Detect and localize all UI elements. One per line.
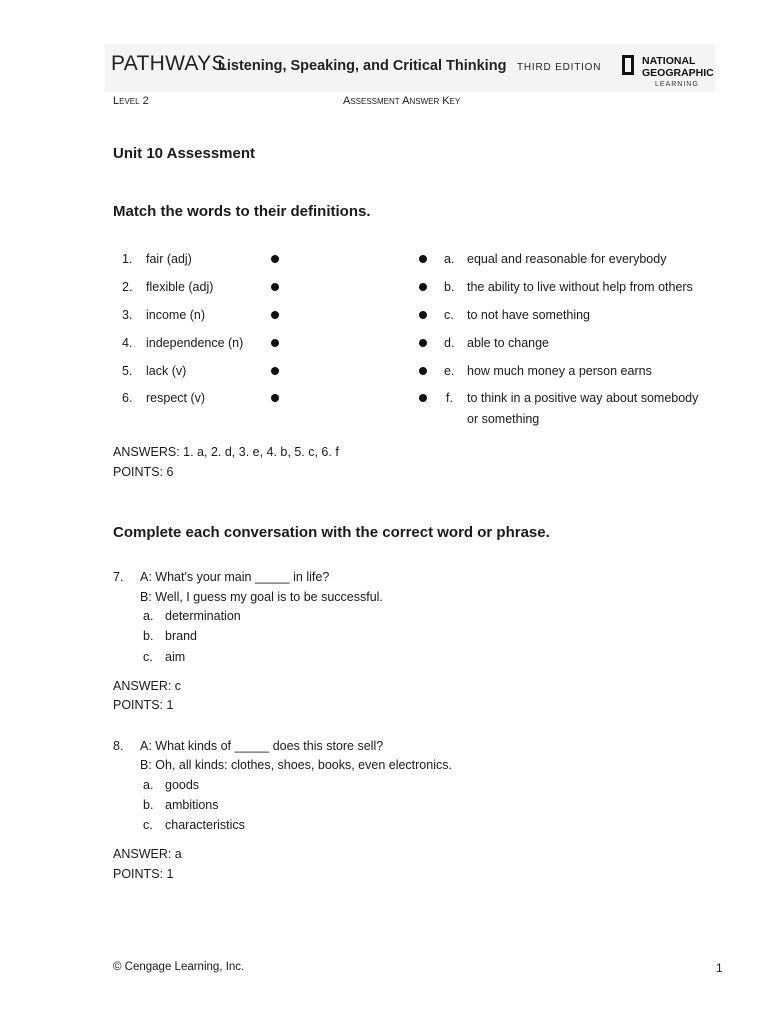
question-line-a: A: What kinds of _____ does this store sell? [140, 739, 384, 753]
match-dot-left [271, 367, 279, 375]
option-letter: b. [143, 798, 154, 812]
conversation-heading: Complete each conversation with the correct word or phrase. [113, 524, 550, 541]
option-letter: a. [143, 609, 154, 623]
page-number: 1 [716, 961, 723, 975]
word-number: 5. [122, 364, 133, 378]
match-answers: ANSWERS: 1. a, 2. d, 3. e, 4. b, 5. c, 6. f [113, 445, 339, 459]
match-dot-left [271, 311, 279, 319]
option-text: aim [165, 650, 186, 664]
brand-title: PATHWAYS [111, 52, 226, 75]
level-label: Level 2 [113, 95, 149, 107]
unit-title: Unit 10 Assessment [113, 145, 256, 162]
logo-text-line1: NATIONAL [642, 55, 696, 67]
copyright-notice: © Cengage Learning, Inc. [113, 961, 245, 973]
option-text: characteristics [165, 818, 245, 832]
match-dot-right [419, 311, 427, 319]
option-text: goods [165, 778, 200, 792]
match-dot-left [271, 255, 279, 263]
match-dot-left [271, 394, 279, 402]
definition-text: equal and reasonable for everybody [467, 252, 667, 266]
match-dot-right [419, 367, 427, 375]
question-line-a: A: What's your main _____ in life? [140, 570, 330, 584]
match-dot-right [419, 255, 427, 263]
word-text: lack (v) [146, 364, 187, 378]
word-text: flexible (adj) [146, 280, 214, 294]
option-text: brand [165, 629, 197, 643]
question-number: 7. [113, 570, 124, 584]
match-points: POINTS: 6 [113, 465, 174, 479]
logo-text-line2: GEOGRAPHIC [642, 67, 714, 79]
word-number: 2. [122, 280, 133, 294]
definition-text: the ability to live without help from others [467, 280, 693, 294]
question-answer: ANSWER: a [113, 847, 182, 861]
series-subtitle: Listening, Speaking, and Critical Thinking [218, 58, 507, 74]
match-dot-left [271, 283, 279, 291]
question-number: 8. [113, 739, 124, 753]
logo-text-line3: LEARNING [655, 81, 699, 88]
match-dot-right [419, 394, 427, 402]
option-letter: c. [143, 650, 153, 664]
match-dot-left [271, 339, 279, 347]
doc-title: Assessment Answer Key [343, 95, 461, 107]
word-number: 3. [122, 308, 133, 322]
definition-letter: a. [444, 252, 455, 266]
match-dot-right [419, 283, 427, 291]
word-number: 4. [122, 336, 133, 350]
definition-letter: f. [446, 391, 453, 405]
definition-text: how much money a person earns [467, 364, 652, 378]
question-line-b: B: Oh, all kinds: clothes, shoes, books, even electronics. [140, 758, 452, 772]
word-number: 1. [122, 252, 133, 266]
definition-text: to not have something [467, 308, 590, 322]
word-text: independence (n) [146, 336, 244, 350]
definition-text: to think in a positive way about somebody [467, 391, 699, 405]
definition-letter: e. [444, 364, 455, 378]
question-points: POINTS: 1 [113, 867, 174, 881]
match-heading: Match the words to their definitions. [113, 203, 371, 220]
word-text: income (n) [146, 308, 206, 322]
question-line-b: B: Well, I guess my goal is to be successful. [140, 590, 383, 604]
option-letter: b. [143, 629, 154, 643]
match-dot-right [419, 339, 427, 347]
option-text: determination [165, 609, 241, 623]
edition-label: THIRD EDITION [517, 62, 602, 73]
definition-text-continued: or something [467, 412, 540, 426]
definition-text: able to change [467, 336, 550, 350]
question-answer: ANSWER: c [113, 679, 182, 693]
option-text: ambitions [165, 798, 219, 812]
word-text: fair (adj) [146, 252, 192, 266]
word-text: respect (v) [146, 391, 206, 405]
definition-letter: b. [444, 280, 455, 294]
definition-letter: c. [444, 308, 454, 322]
question-points: POINTS: 1 [113, 698, 174, 712]
option-letter: a. [143, 778, 154, 792]
option-letter: c. [143, 818, 153, 832]
definition-letter: d. [444, 336, 455, 350]
word-number: 6. [122, 391, 133, 405]
national-geographic-logo-icon [622, 55, 634, 75]
